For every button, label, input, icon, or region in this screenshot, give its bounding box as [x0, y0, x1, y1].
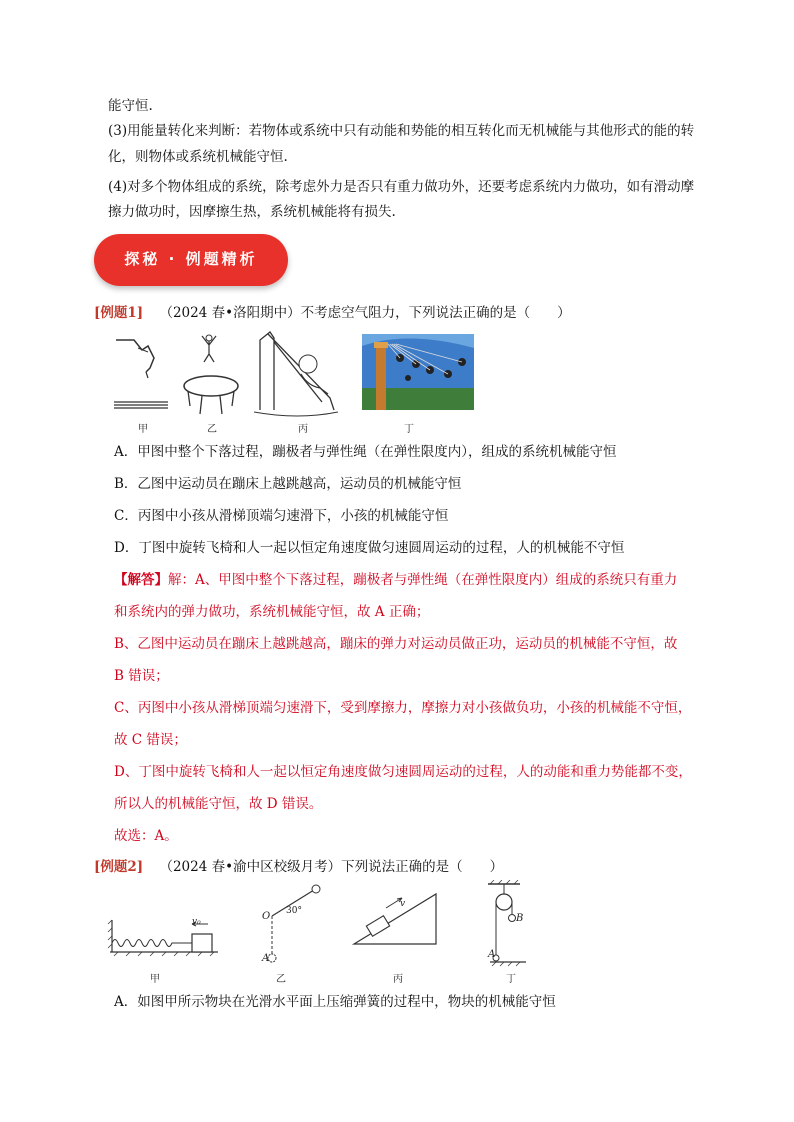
example2-fig-label-jia: 甲 [150, 974, 160, 985]
example1-figures [108, 328, 483, 424]
answer-line-2: 和系统内的弹力做功，系统机械能守恒，故 A 正确； [114, 604, 430, 620]
example2-figures [106, 880, 526, 970]
example2-fig-label-yi: 乙 [276, 974, 286, 985]
section-banner [94, 234, 288, 286]
fig-ding-swing-ride-photo [362, 334, 474, 410]
fig-bing-slide [254, 332, 338, 416]
fig-jia-spring-block [108, 920, 218, 956]
label-a2: A [488, 949, 496, 960]
example1-option-b: B．乙图中运动员在蹦床上越跳越高，运动员的机械能守恒 [114, 476, 462, 492]
answer-line-8: 所以人的机械能守恒，故 D 错误。 [114, 796, 323, 812]
example1-option-c: C．丙图中小孩从滑梯顶端匀速滑下，小孩的机械能守恒 [114, 508, 449, 524]
label-v: v [400, 899, 406, 909]
intro-line-4: 擦力做功时，因摩擦生热，系统机械能将有损失. [108, 204, 396, 220]
example1-fig-label-ding: 丁 [404, 424, 414, 435]
example2-stem: （2024 春•渝中区校级月考）下列说法正确的是（ ） [159, 859, 504, 875]
fig-jia-bungee [114, 340, 168, 408]
example2-fig-label-bing: 丙 [393, 974, 403, 985]
fig-bing-incline [354, 894, 436, 944]
fig-yi-trampoline [184, 335, 238, 414]
label-angle: 30° [286, 906, 302, 916]
example1-stem: （2024 春•洛阳期中）不考虑空气阻力，下列说法正确的是（ ） [159, 305, 571, 321]
label-o: O [262, 911, 271, 922]
label-b: B [516, 913, 524, 924]
intro-line-1: (3)用能量转化来判断：若物体或系统中只有动能和势能的相互转化而无机械能与其他形式的能的转 [108, 123, 695, 139]
example1-fig-label-yi: 乙 [207, 424, 217, 435]
example2-option-a: A．如图甲所示物块在光滑水平面上压缩弹簧的过程中，物块的机械能守恒 [114, 994, 556, 1010]
example1-fig-label-jia: 甲 [138, 424, 148, 435]
label-a: A [262, 953, 270, 964]
example1-label: [例题1] [94, 305, 144, 321]
section-banner-text: 探秘 · 例题精析 [124, 250, 258, 268]
answer-line-4: B 错误； [114, 668, 169, 684]
example2-header [94, 857, 503, 877]
answer-tag: 【解答】 [114, 572, 168, 588]
intro-line-3: (4)对多个物体组成的系统，除考虑外力是否只有重力做功外，还要考虑系统内力做功，如有滑动摩 [108, 179, 695, 195]
example1-option-d: D．丁图中旋转飞椅和人一起以恒定角速度做匀速圆周运动的过程，人的机械能不守恒 [114, 540, 625, 556]
answer-line-9: 故选：A。 [114, 828, 178, 844]
intro-line-0: 能守恒. [108, 98, 153, 114]
example2-fig-label-ding: 丁 [506, 974, 516, 985]
fig-yi-pendulum [268, 885, 320, 962]
example1-header [94, 303, 571, 323]
answer-line-1: 【解答】解：A、甲图中整个下落过程，蹦极者与弹性绳（在弹性限度内）组成的系统只有重力 [114, 572, 678, 588]
example2-label: [例题2] [94, 859, 144, 875]
example1-fig-label-bing: 丙 [298, 424, 308, 435]
answer-line-7: D、丁图中旋转飞椅和人一起以恒定角速度做匀速圆周运动的过程，人的动能和重力势能都不变， [114, 764, 692, 780]
example1-option-a: A．甲图中整个下落过程，蹦极者与弹性绳（在弹性限度内），组成的系统机械能守恒 [114, 444, 617, 460]
answer-line-3: B、乙图中运动员在蹦床上越跳越高，蹦床的弹力对运动员做正功，运动员的机械能不守恒，故 [114, 636, 678, 652]
intro-line-2: 化，则物体或系统机械能守恒. [108, 149, 288, 165]
answer-line-6: 故 C 错误； [114, 732, 187, 748]
label-v0: v₀ [192, 917, 201, 927]
answer-line-5: C、丙图中小孩从滑梯顶端匀速滑下，受到摩擦力，摩擦力对小孩做负功，小孩的机械能不守恒， [114, 700, 692, 716]
